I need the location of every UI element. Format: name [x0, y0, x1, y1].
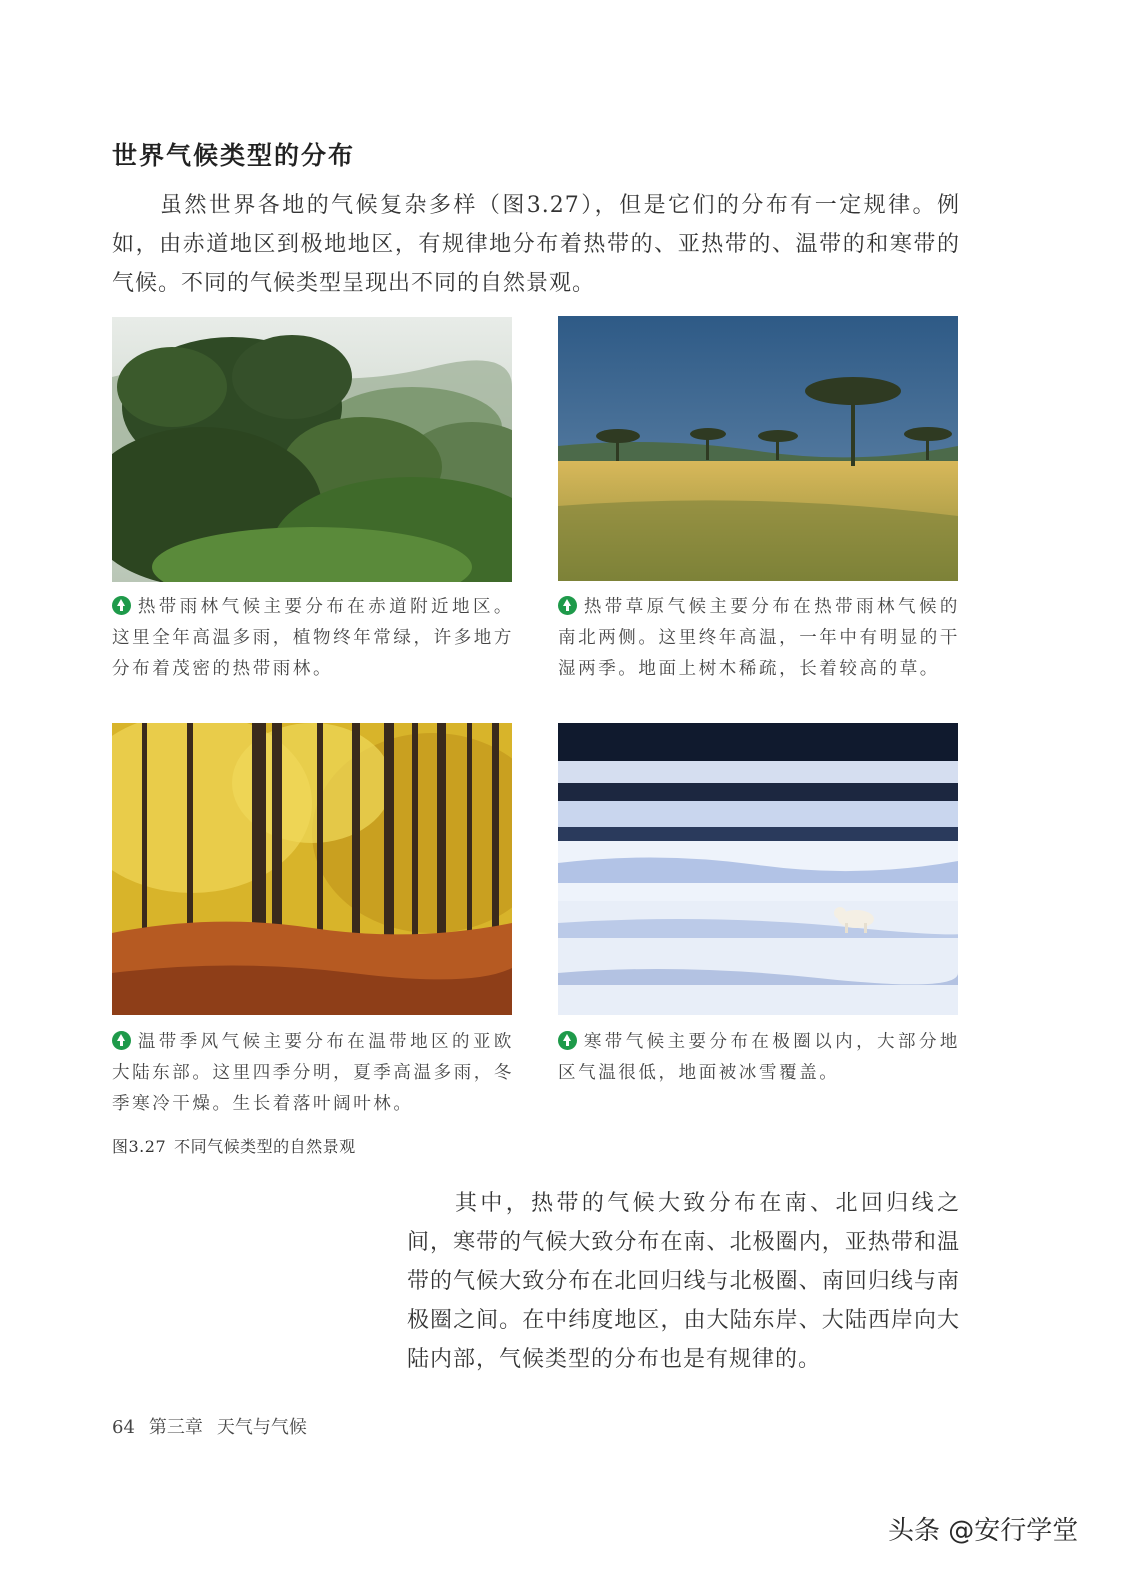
page-number: 64 [112, 1417, 135, 1438]
caption-polar-ice: 寒带气候主要分布在极圈以内，大部分地区气温很低，地面被冰雪覆盖。 [558, 1032, 960, 1083]
caption-tropical-rainforest: 热带雨林气候主要分布在赤道附近地区。这里全年高温多雨，植物终年常绿，许多地方分布着茂密的热带雨林。 [112, 597, 514, 679]
section-title: 世界气候类型的分布 [112, 141, 356, 170]
photo-tropical-savanna [558, 316, 958, 581]
up-arrow-circle-icon [112, 1031, 131, 1050]
chapter-label: 第三章 [148, 1417, 203, 1438]
intro-paragraph: 虽然世界各地的气候复杂多样（图3.27），但是它们的分布有一定规律。例如，由赤道地区到极地地区，有规律地分布着热带的、亚热带的、温带的和寒带的气候。不同的气候类型呈现出不同的自然景观。 [112, 193, 960, 296]
figure-title: 不同气候类型的自然景观 [174, 1137, 356, 1156]
figure-number: 图3.27 [112, 1137, 167, 1156]
photo-temperate-forest [112, 723, 512, 1015]
caption-tropical-savanna: 热带草原气候主要分布在热带雨林气候的南北两侧。这里终年高温，一年中有明显的干湿两季。地面上树木稀疏，长着较高的草。 [558, 597, 960, 679]
photo-tropical-rainforest [112, 317, 512, 582]
page-footer [112, 1413, 321, 1439]
caption-temperate-forest: 温带季风气候主要分布在温带地区的亚欧大陆东部。这里四季分明，夏季高温多雨，冬季寒冷干燥。生长着落叶阔叶林。 [112, 1032, 514, 1114]
up-arrow-circle-icon [558, 1031, 577, 1050]
up-arrow-circle-icon [558, 596, 577, 615]
figure-caption [112, 1134, 356, 1157]
watermark: 头条 @安行学堂 [888, 1516, 1079, 1546]
photo-polar-ice [558, 723, 958, 1015]
up-arrow-circle-icon [112, 596, 131, 615]
chapter-title: 天气与气候 [216, 1417, 307, 1438]
closing-paragraph: 其中，热带的气候大致分布在南、北回归线之间，寒带的气候大致分布在南、北极圈内，亚热带和温带的气候大致分布在北回归线与北极圈、南回归线与南极圈之间。在中纬度地区，由大陆东岸、大陆西岸向大陆内部，气候类型的分布也是有规律的。 [407, 1191, 960, 1372]
